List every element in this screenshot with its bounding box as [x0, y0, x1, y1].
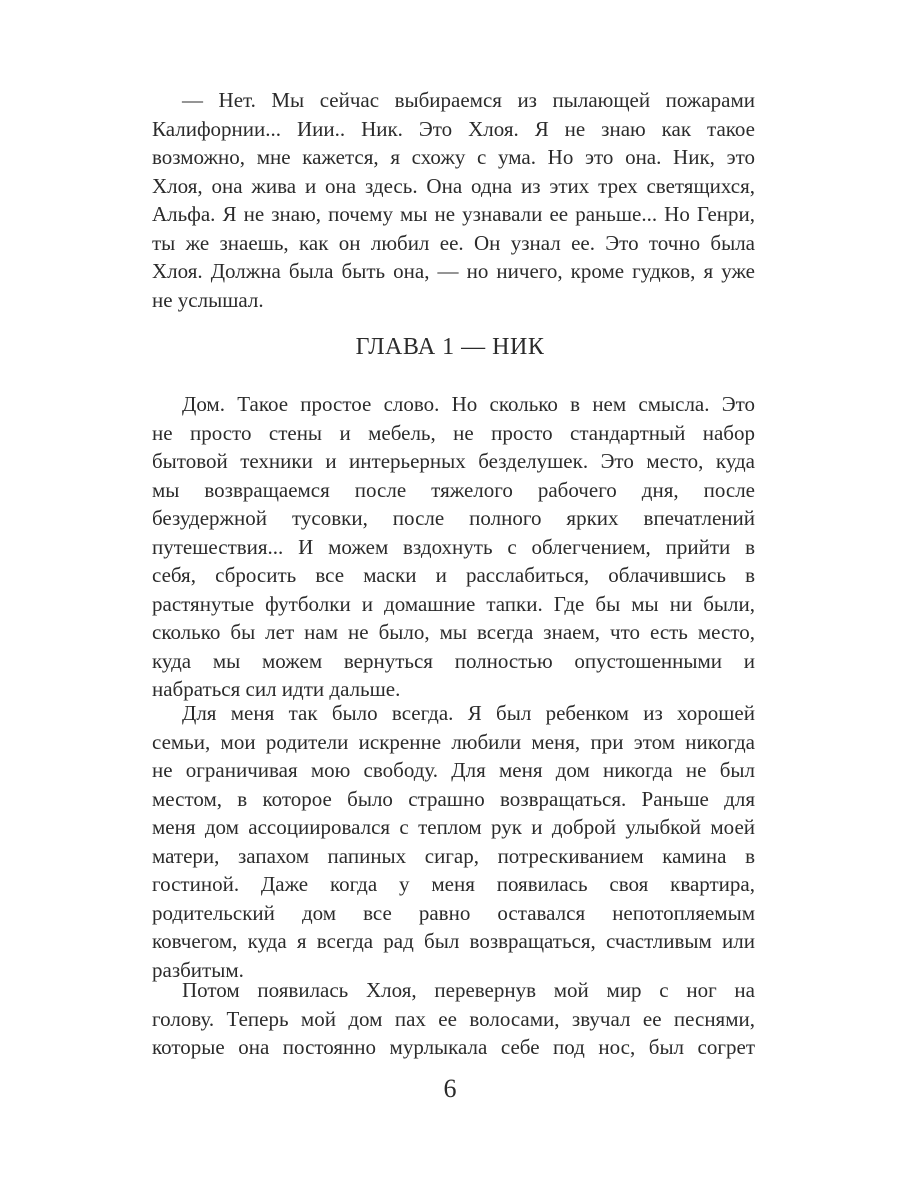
text-line: набраться сил идти дальше.: [152, 677, 401, 701]
text-line: Калифорнии... Иии.. Ник. Это Хлоя. Я не знаю как такое: [152, 116, 755, 141]
paragraph-1: [152, 86, 755, 314]
text-line: родительский дом все равно оставался непотопляемым: [152, 900, 755, 925]
text-line: возможно, мне кажется, я схожу с ума. Но это она. Ник, это: [152, 145, 755, 169]
text-line: ты же знаешь, как он любил ее. Он узнал ее. Это точно была: [152, 230, 755, 255]
text-line: не ограничивая мою свободу. Для меня дом никогда не был: [152, 758, 755, 782]
paragraph-4: [152, 976, 755, 1062]
paragraph-2: [152, 390, 755, 704]
text-line: Хлоя, она жива и она здесь. Она одна из этих трех светящихся,: [152, 173, 755, 198]
text-line: разбитым.: [152, 957, 244, 982]
text-line: путешествия... И можем вздохнуть с облегчением, прийти в: [152, 534, 755, 559]
text-line: растянутые футболки и домашние тапки. Где бы мы ни были,: [152, 591, 755, 616]
text-line: матери, запахом папиных сигар, потрескиванием камина в: [152, 843, 755, 868]
text-line: гостиной. Даже когда у меня появилась своя квартира,: [152, 872, 755, 896]
text-line: не услышал.: [152, 287, 264, 312]
chapter-heading: ГЛАВА 1 — НИК: [355, 334, 545, 360]
text-line: Потом появилась Хлоя, перевернув мой мир с ног на: [182, 978, 755, 1002]
text-line: не просто стены и мебель, не просто стандартный набор: [152, 420, 755, 445]
text-line: которые она постоянно мурлыкала себе под нос, был согрет: [152, 1035, 755, 1059]
text-line: семьи, мои родители искренне любили меня, при этом никогда: [152, 729, 755, 754]
text-line: Хлоя. Должна была быть она, — но ничего, кроме гудков, я уже: [152, 259, 755, 283]
text-line: Дом. Такое простое слово. Но сколько в нем смысла. Это: [182, 392, 755, 416]
text-line: меня дом ассоциировался с теплом рук и доброй улыбкой моей: [152, 815, 755, 839]
text-line: мы возвращаемся после тяжелого рабочего дня, после: [152, 477, 755, 502]
text-line: себя, сбросить все маски и расслабиться, облачившись в: [152, 563, 755, 587]
text-line: бытовой техники и интерьерных безделушек. Это место, куда: [152, 449, 755, 473]
text-line: Для меня так было всегда. Я был ребенком из хорошей: [182, 701, 755, 725]
text-line: сколько бы лет нам не было, мы всегда знаем, что есть место,: [152, 620, 755, 644]
page-number: 6: [443, 1074, 457, 1103]
text-line: местом, в которое было страшно возвращаться. Раньше для: [152, 786, 755, 811]
text-line: ковчегом, куда я всегда рад был возвращаться, счастливым или: [152, 929, 755, 953]
text-line: безудержной тусовки, после полного ярких впечатлений: [152, 506, 755, 530]
text-line: куда мы можем вернуться полностью опустошенными и: [152, 648, 755, 673]
text-line: — Нет. Мы сейчас выбираемся из пылающей пожарами: [182, 88, 755, 112]
text-line: голову. Теперь мой дом пах ее волосами, звучал ее песнями,: [152, 1006, 755, 1031]
paragraph-3: [152, 699, 755, 984]
text-line: Альфа. Я не знаю, почему мы не узнавали ее раньше... Но Генри,: [152, 202, 755, 226]
